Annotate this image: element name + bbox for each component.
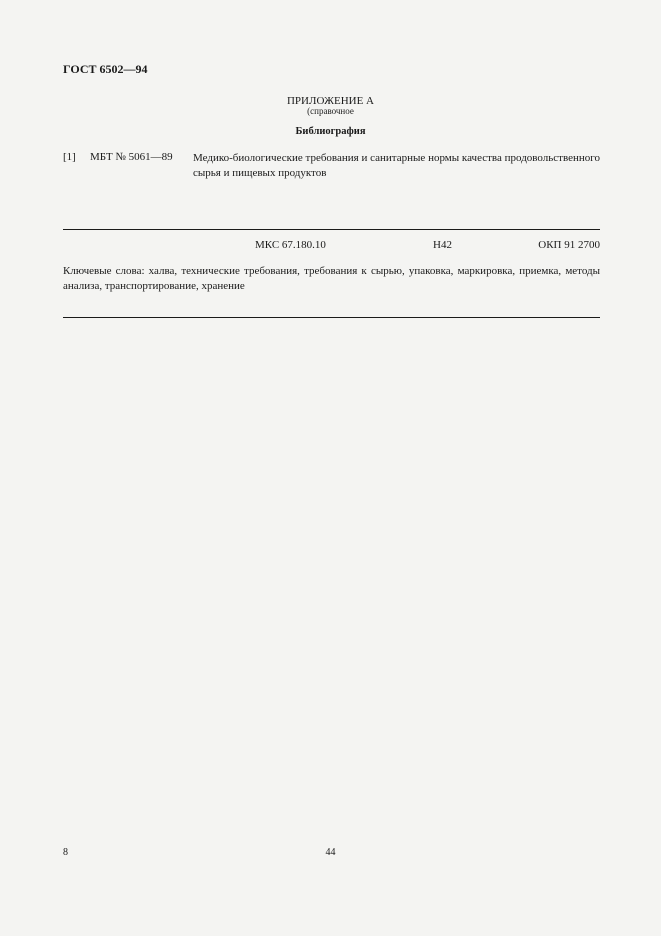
page-number-left: 8 [63,847,68,858]
annex-subtitle: (справочное [307,106,354,116]
bibliography-entry-document: МБТ № 5061—89 [90,151,173,163]
keywords: Ключевые слова: халва, технические требования, требования к сырью, упаковка, маркировка, приемка, методы анализа, транспортирование, хранение [63,265,600,292]
page-number-center: 44 [325,847,336,858]
top-divider [63,229,600,230]
annex-title: ПРИЛОЖЕНИЕ А [286,95,374,107]
bibliography-entry-number: [1] [63,151,76,163]
okp-code: ОКП 91 2700 [538,239,600,251]
bottom-divider [63,317,600,318]
group-code: Н42 [433,239,452,251]
bibliography-title: Библиография [295,126,366,137]
mks-code: МКС 67.180.10 [255,239,326,251]
bibliography-entry-description: Медико-биологические требования и санитарные нормы качества продовольственного сырья и пищевых продуктов [193,152,600,179]
document-header: ГОСТ 6502—94 [63,62,148,76]
